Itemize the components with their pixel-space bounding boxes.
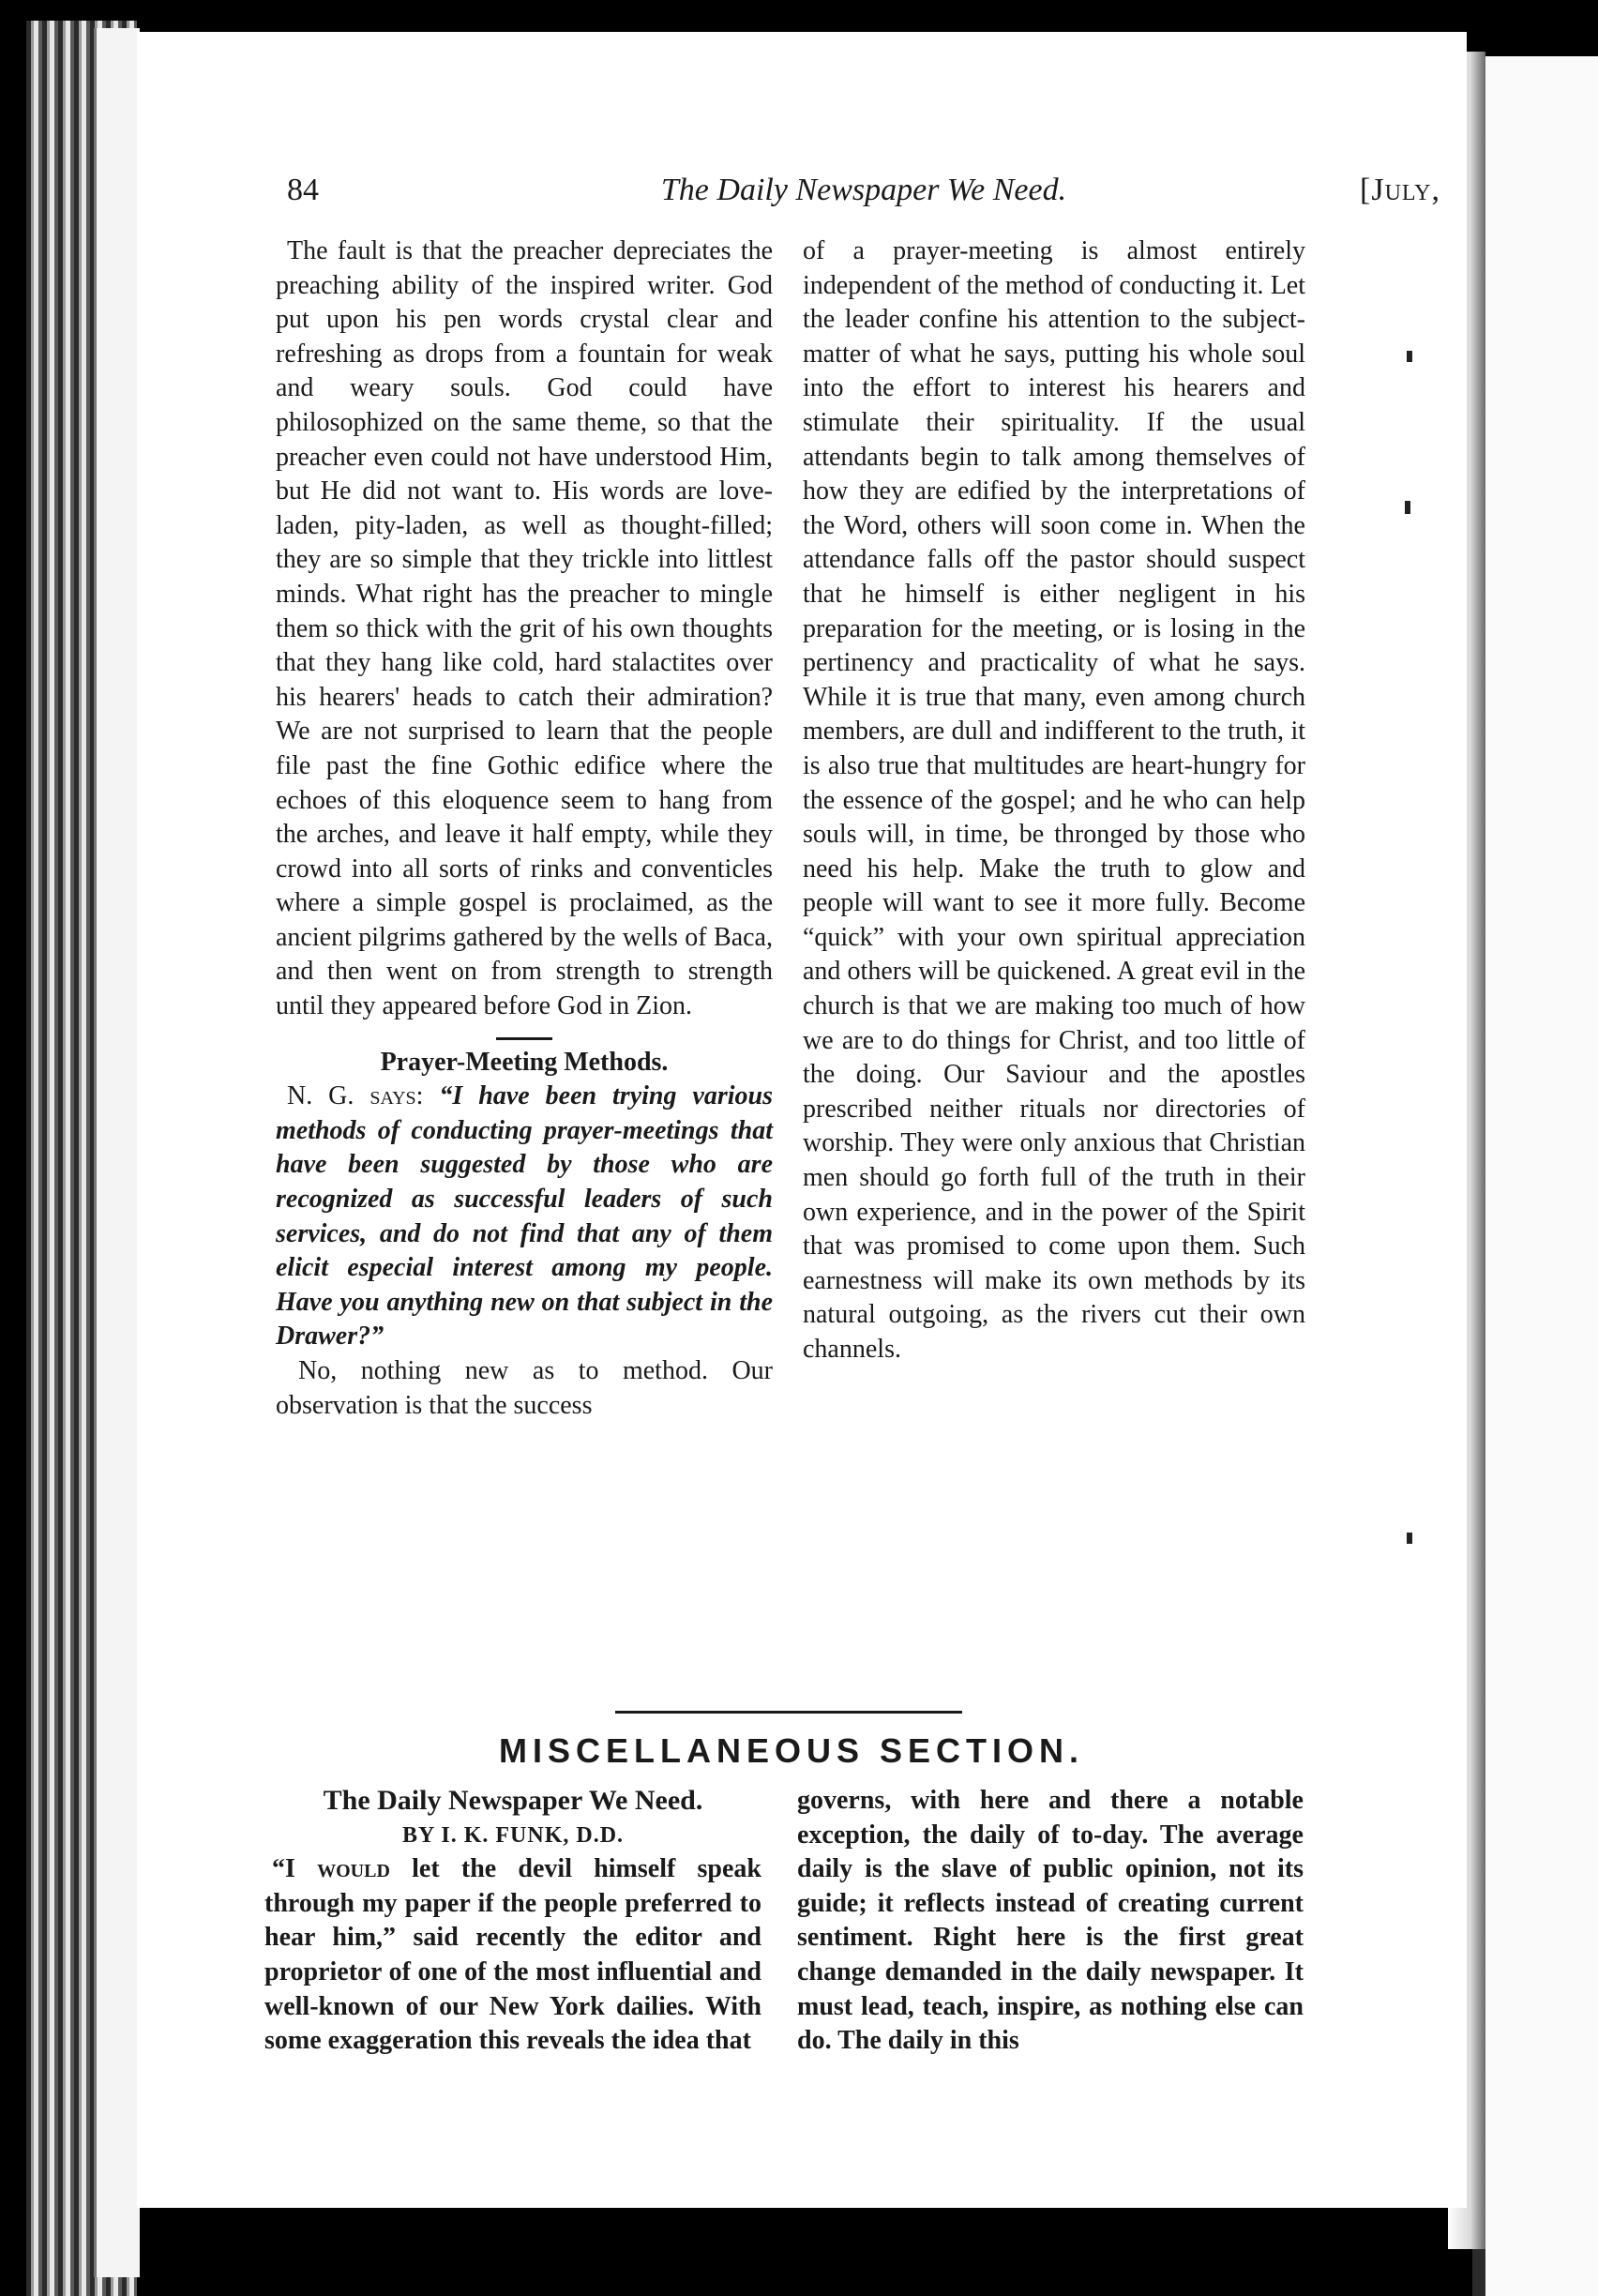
opening-word: “I would: [272, 1854, 390, 1884]
answer-paragraph: No, nothing new as to method. Our observation is that the success: [276, 1356, 773, 1420]
subheading-prayer-meeting: Prayer-Meeting Methods.: [380, 1047, 669, 1077]
specks-mark: [1405, 501, 1410, 514]
column-left-bottom: [264, 1784, 761, 2059]
query-paragraph: [276, 1080, 773, 1354]
article-column1-text: let the devil himself speak through my paper if the people preferred to hear him,” said recently the editor and proprietor of one of the most influential and well-known of our New York dailies. With some exaggeration this reveals the idea that: [264, 1854, 761, 2056]
book-edge-inner: [94, 28, 140, 2277]
query-text: “I have been trying various methods of conducting prayer-meetings that have been suggested by those who are recognized as successful leaders of such services, and do not find that any of them elicit especial interest among my people. Have you anything new on that subject in the Drawer?”: [276, 1081, 774, 1352]
paragraph-preacher-fault: The fault is that the preacher depreciates the preaching ability of the inspired writer. God put upon his pen words crystal clear and refreshing as drops from a fountain for weak and weary souls. God could have philosophized on the same theme, so that the preacher even could not have understood Him, but He did not want to. His words are love-laden, pity-laden, as well as thought-filled; they are so simple that they trickle into littlest minds. What right has the preacher to mingle them so thick with the grit of his own thoughts that they hang like cold, hard stalactites over his hearers' heads to catch their admiration? We are not surprised to learn that the people file past the fine Gothic edifice where the echoes of this eloquence seem to hang from the arches, and leave it half empty, while they crowd into all sorts of rinks and conventicles where a simple gospel is proclaimed, as the ancient pilgrims gathered by the wells of Baca, and then went on from strength to strength until they appeared before God in Zion.: [276, 236, 773, 1021]
article-opening-paragraph: [264, 1852, 761, 2059]
column-right-top: [803, 234, 1305, 1367]
paragraph-prayer-meeting-answer: of a prayer-meeting is almost entirely independent of the method of conducting it. Let the leader confine his attention to the subject-matter of what he says, putting his whole soul into the effort to interest his hearers and stimulate their spirituality. If the usual attendants begin to talk among themselves of how they are edified by the interpretations of the Word, others will soon come in. When the attendance falls off the pastor should suspect that he himself is either negligent in his preparation for the meeting, or is losing in the pertinency and practicality of what he says. While it is true that many, even among church members, are dull and indifferent to the truth, it is also true that multitudes are heart-hungry for the essence of the gospel; and he who can help souls will, in time, be thronged by those who need his help. Make the truth to glow and people will want to see it more fully. Become “quick” with your own spiritual appreciation and others will be quickened. A great evil in the church is that we are making too much of how we are to do things for Christ, and too little of the doing. Our Saviour and the apostles prescribed neither rituals nor directories of worship. They were only anxious that Christian men should go forth full of the truth in their own experience, and in the power of the Spirit that was promised to come upon them. Such earnestness will make its own methods by its natural outgoing, as the rivers cut their own channels.: [803, 236, 1305, 1364]
divider-dash: [496, 1037, 552, 1040]
section-title: MISCELLANEOUS SECTION.: [498, 1731, 1085, 1770]
running-header: [287, 173, 1440, 229]
column-left-top: [276, 234, 773, 1423]
query-attribution: N. G. says:: [287, 1081, 424, 1111]
specks-mark: [1407, 1533, 1412, 1544]
specks-mark: [1407, 351, 1412, 362]
next-page-sliver: [1472, 56, 1598, 2296]
issue-date: [July,: [1360, 173, 1440, 207]
running-title: The Daily Newspaper We Need.: [660, 173, 1067, 207]
article-title: The Daily Newspaper We Need.: [323, 1785, 703, 1816]
article-byline: BY I. K. FUNK, D.D.: [401, 1822, 625, 1848]
page-number: 84: [287, 173, 319, 207]
article-column2-text: governs, with here and there a notable exception, the daily of to-day. The average daily is the slave of public opinion, not its guide; it reflects instead of creating current sentiment. Right here is the first great change demanded in the daily newspaper. It must lead, teach, inspire, as nothing else can do. The daily in this: [797, 1786, 1304, 2056]
column-right-bottom: [797, 1784, 1304, 2059]
section-rule: [615, 1711, 962, 1714]
book-page: [137, 32, 1467, 2208]
